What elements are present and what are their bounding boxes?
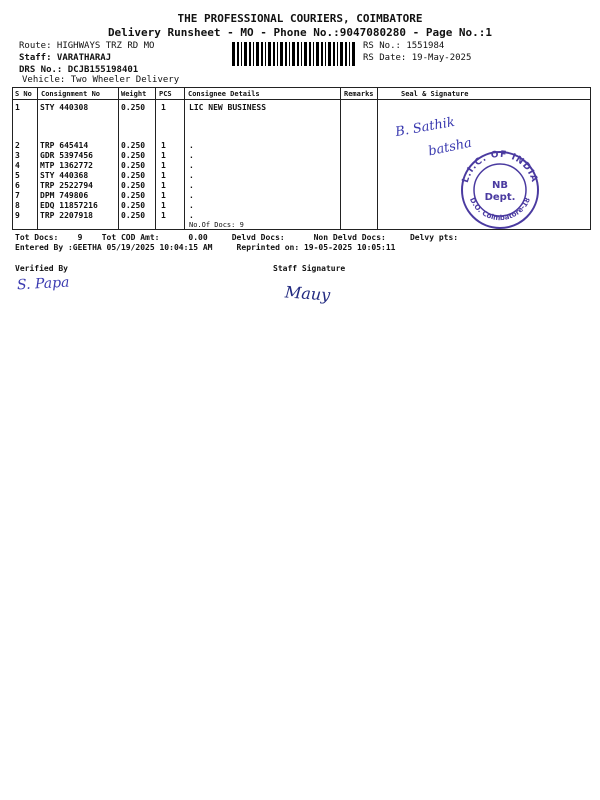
row-sno: 9 [15, 211, 20, 220]
barcode-bar [345, 42, 347, 66]
row-pcs: 1 [161, 151, 166, 160]
row-consignment: GDR 5397456 [40, 151, 93, 160]
row-sno: 8 [15, 201, 20, 210]
verified-signature: S. Papa [16, 274, 70, 294]
row-consignment: DPM 749806 [40, 191, 89, 200]
barcode-bar [325, 42, 326, 66]
row-consignment: TRP 2207918 [40, 211, 93, 220]
svg-text:L.I.C. OF INDIA [461, 150, 539, 184]
row-pcs: 1 [161, 171, 166, 180]
row-pcs: 1 [161, 141, 166, 150]
row-consignment: TRP 645414 [40, 141, 89, 150]
barcode-bar [316, 42, 319, 66]
row-consignee: LIC NEW BUSINESS [189, 103, 267, 112]
barcode-bar [285, 42, 287, 66]
row-consignment: EDQ 11857216 [40, 201, 98, 210]
header-weight: Weight [121, 90, 147, 98]
no-of-docs: No.Of Docs: 9 [189, 221, 244, 229]
header-seal-signature: Seal & Signature [401, 90, 469, 98]
signature-name-2: batsha [426, 135, 474, 160]
row-pcs: 1 [161, 201, 166, 210]
row-sno: 7 [15, 191, 20, 200]
signature-name: B. Sathik [394, 114, 456, 141]
route-label: Route: HIGHWAYS TRZ RD MO [19, 41, 155, 51]
barcode-bar [349, 42, 350, 66]
row-weight: 0.250 [121, 171, 146, 180]
entered-by-line: Entered By :GEETHA 05/19/2025 10:04:15 AM Reprinted on: 19-05-2025 10:05:11 [15, 243, 396, 252]
barcode-bar [333, 42, 335, 66]
row-consignee: . [189, 171, 194, 180]
barcode-bar [340, 42, 343, 66]
barcode-bar [244, 42, 247, 66]
row-pcs: 1 [161, 103, 166, 112]
row-sno: 3 [15, 151, 20, 160]
barcode-bar [241, 42, 242, 66]
header-consignee: Consignee Details [188, 90, 260, 98]
row-weight: 0.250 [121, 141, 146, 150]
barcode-bar [328, 42, 331, 66]
stamp-line-2: Dept. [484, 192, 516, 203]
row-pcs: 1 [161, 191, 166, 200]
row-pcs: 1 [161, 161, 166, 170]
row-weight: 0.250 [121, 151, 146, 160]
barcode-bar [249, 42, 251, 66]
barcode-bar [280, 42, 283, 66]
barcode-bar [301, 42, 302, 66]
row-consignee: . [189, 191, 194, 200]
staff-signature: Mauy [284, 282, 331, 305]
row-consignee: . [189, 151, 194, 160]
barcode-bar [297, 42, 299, 66]
barcode-bar [268, 42, 271, 66]
row-weight: 0.250 [121, 181, 146, 190]
stamp-ring-text: L.I.C. OF INDIA [460, 150, 540, 185]
row-sno: 5 [15, 171, 20, 180]
stamp-line-1: NB [492, 180, 508, 191]
header-pcs: PCS [159, 90, 172, 98]
barcode-bar [232, 42, 235, 66]
row-weight: 0.250 [121, 161, 146, 170]
table-header-border [12, 99, 591, 100]
row-sno: 4 [15, 161, 20, 170]
barcode-bar [309, 42, 311, 66]
row-consignment: TRP 2522794 [40, 181, 93, 190]
row-consignee: . [189, 211, 194, 220]
row-sno: 2 [15, 141, 20, 150]
barcode-bar [337, 42, 338, 66]
header-remarks: Remarks [344, 90, 374, 98]
barcode-bar [289, 42, 290, 66]
company-title: THE PROFESSIONAL COURIERS, COIMBATORE [177, 12, 423, 25]
row-consignee: . [189, 201, 194, 210]
barcode-bar [277, 42, 278, 66]
rs-date: RS Date: 19-May-2025 [363, 53, 472, 63]
row-pcs: 1 [161, 211, 166, 220]
lic-stamp [455, 150, 545, 230]
row-pcs: 1 [161, 181, 166, 190]
row-sno: 6 [15, 181, 20, 190]
row-consignee: . [189, 141, 194, 150]
row-consignment: STY 440368 [40, 171, 89, 180]
barcode-bar [273, 42, 275, 66]
barcode-bar [253, 42, 254, 66]
totals-line: Tot Docs: 9 Tot COD Amt: 0.00 Delvd Docs: Non Delvd Docs: Delvy pts: [15, 233, 459, 242]
rs-number: RS No.: 1551984 [363, 41, 445, 51]
row-weight: 0.250 [121, 103, 146, 112]
barcode-bar [256, 42, 259, 66]
recipient-signature [394, 115, 456, 140]
vehicle-label: Vehicle: Two Wheeler Delivery [22, 75, 180, 85]
barcode-bar [237, 42, 239, 66]
row-weight: 0.250 [121, 191, 146, 200]
row-consignment: STY 440308 [40, 103, 89, 112]
barcode-bar [321, 42, 323, 66]
header-consignment: Consignment No [41, 90, 101, 98]
barcode-image [231, 42, 357, 66]
row-weight: 0.250 [121, 201, 146, 210]
row-consignee: . [189, 161, 194, 170]
staff-label: Staff: VARATHARAJ [19, 53, 112, 63]
row-weight: 0.250 [121, 211, 146, 220]
table-top-border [12, 87, 591, 88]
stamp-bottom-text: D.O. Coimbatore-18 [467, 196, 533, 223]
barcode-bar [261, 42, 263, 66]
barcode-bar [265, 42, 266, 66]
barcode-bar [313, 42, 314, 66]
table-row [0, 103, 600, 113]
row-sno: 1 [15, 103, 20, 112]
barcode-bar [352, 42, 355, 66]
staff-signature-label: Staff Signature [273, 264, 346, 273]
drs-number: DRS No.: DCJB155198401 [19, 65, 139, 75]
row-consignment: MTP 1362772 [40, 161, 93, 170]
row-consignee: . [189, 181, 194, 190]
barcode-bar [304, 42, 307, 66]
verified-by-label: Verified By [15, 264, 68, 273]
barcode-bar [292, 42, 295, 66]
header-sno: S No [15, 90, 32, 98]
runsheet-subtitle: Delivery Runsheet - MO - Phone No.:9047080280 - Page No.:1 [107, 26, 493, 39]
